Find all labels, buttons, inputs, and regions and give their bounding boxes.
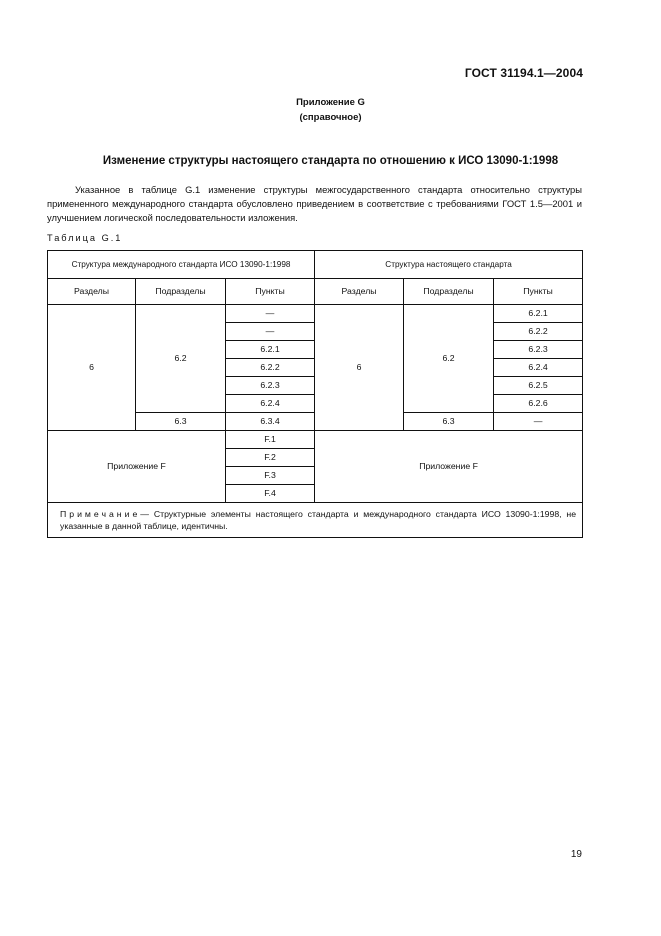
left-annex-point-cell: F.2	[226, 449, 315, 467]
annex-title: Приложение G	[296, 97, 365, 108]
table-row	[48, 431, 583, 449]
left-point-cell: 6.2.1	[226, 341, 315, 359]
column-header: Пункты	[494, 279, 583, 305]
left-point-cell: —	[226, 323, 315, 341]
left-annex-point-cell: F.4	[226, 485, 315, 503]
table-note-row	[48, 503, 583, 538]
right-point-cell: —	[494, 413, 583, 431]
annex-status: (справочное)	[299, 112, 362, 123]
group-header-this-standard: Структура настоящего стандарта	[315, 251, 583, 279]
right-annex-cell: Приложение F	[315, 431, 583, 503]
right-subsection-cell: 6.3	[404, 413, 494, 431]
note-label: Примечание	[60, 509, 141, 519]
standard-designation: ГОСТ 31194.1—2004	[464, 66, 583, 80]
right-point-cell: 6.2.4	[494, 359, 583, 377]
left-point-cell: 6.2.4	[226, 395, 315, 413]
right-subsection-cell: 6.2	[404, 305, 494, 413]
left-annex-cell: Приложение F	[48, 431, 226, 503]
right-point-cell: 6.2.6	[494, 395, 583, 413]
column-header: Разделы	[315, 279, 404, 305]
column-header: Подразделы	[136, 279, 226, 305]
table-note	[48, 503, 583, 538]
table-group-header-row	[48, 251, 583, 279]
table-column-header-row	[48, 279, 583, 305]
column-header: Пункты	[226, 279, 315, 305]
table-caption: Таблица G.1	[47, 233, 123, 243]
right-point-cell: 6.2.1	[494, 305, 583, 323]
left-point-cell: —	[226, 305, 315, 323]
left-point-cell: 6.2.2	[226, 359, 315, 377]
right-section-cell: 6	[315, 305, 404, 431]
left-point-cell: 6.3.4	[226, 413, 315, 431]
table-row	[48, 305, 583, 323]
left-annex-point-cell: F.1	[226, 431, 315, 449]
left-subsection-cell: 6.3	[136, 413, 226, 431]
structure-table	[47, 250, 583, 538]
left-section-cell: 6	[48, 305, 136, 431]
group-header-international: Структура международного стандарта ИСО 13090-1:1998	[48, 251, 315, 279]
column-header: Подразделы	[404, 279, 494, 305]
right-point-cell: 6.2.2	[494, 323, 583, 341]
left-subsection-cell: 6.2	[136, 305, 226, 413]
right-point-cell: 6.2.3	[494, 341, 583, 359]
page-number: 19	[570, 849, 582, 860]
section-title: Изменение структуры настоящего стандарта по отношению к ИСО 13090-1:1998	[102, 155, 559, 167]
column-header: Разделы	[48, 279, 136, 305]
left-annex-point-cell: F.3	[226, 467, 315, 485]
note-text: — Структурные элементы настоящего стандарта и международного стандарта ИСО 13090-1:1998, не указанные в данной таблице, идентичны.	[60, 509, 577, 531]
left-point-cell: 6.2.3	[226, 377, 315, 395]
annex-heading	[0, 95, 661, 125]
right-point-cell: 6.2.5	[494, 377, 583, 395]
intro-paragraph: Указанное в таблице G.1 изменение структуры межгосударственного стандарта относительно структуры примененного международного стандарта обусловлено приведением в соответствие с требованиями ГОСТ 1.5—2001 и улучшением логической последовательности изложения.	[47, 184, 582, 223]
